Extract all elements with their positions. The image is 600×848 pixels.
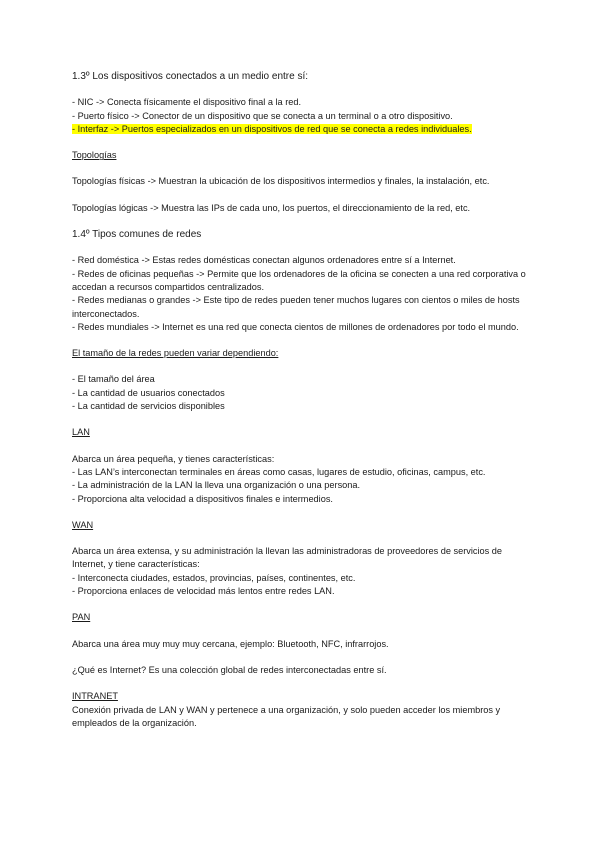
list-item-wan-interconecta: - Interconecta ciudades, estados, provincias, países, continentes, etc. — [72, 572, 356, 583]
section-heading-tipos-redes: 1.4º Tipos comunes de redes — [72, 229, 202, 241]
heading-pan: PAN — [72, 612, 91, 623]
list-item-nic: - NIC -> Conecta físicamente el dispositivo final a la red. — [72, 97, 302, 108]
list-item-wan-enlaces: - Proporciona enlaces de velocidad más lentos entre redes LAN. — [72, 586, 335, 597]
heading-lan: LAN — [72, 427, 90, 438]
paragraph-lan-intro: Abarca un área pequeña, y tienes características: — [72, 453, 275, 464]
list-item-redes-oficinas: - Redes de oficinas pequeñas -> Permite que los ordenadores de la oficina se conecten a una red corporativa o accedan a recursos compartidos centralizados. — [72, 268, 526, 292]
heading-wan: WAN — [72, 519, 94, 530]
paragraph-wan-intro: Abarca un área extensa, y su administración la llevan las administradoras de proveedores de servicios de Internet, y tiene características: — [72, 546, 503, 570]
list-item-redes-medianas: - Redes medianas o grandes -> Este tipo de redes pueden tener muchos lugares con cientos o miles de hosts interconectados. — [72, 295, 520, 319]
list-item-redes-mundiales: - Redes mundiales -> Internet es una red que conecta cientos de millones de ordenadores por todo el mundo. — [72, 321, 519, 332]
heading-intranet: INTRANET — [72, 691, 118, 702]
section-heading-devices: 1.3º Los dispositivos conectados a un medio entre sí: — [72, 71, 309, 82]
paragraph-topologias-fisicas: Topologías físicas -> Muestran la ubicación de los dispositivos intermedios y finales, la instalación, etc. — [72, 176, 490, 187]
paragraph-intranet: Conexión privada de LAN y WAN y pertenece a una organización, y solo pueden acceder los miembros y empleados de la organización. — [72, 704, 501, 728]
list-item-lan-terminales: - Las LAN’s interconectan terminales en áreas como casas, lugares de estudio, oficinas, campus, etc. — [72, 466, 486, 477]
document-content — [72, 70, 532, 730]
paragraph-topologias-logicas: Topologías lógicas -> Muestra las IPs de cada uno, los puertos, el direccionamiento de la red, etc. — [72, 202, 471, 213]
heading-tamano-redes: El tamaño de la redes pueden variar dependiendo: — [72, 348, 279, 359]
list-item-cantidad-usuarios: - La cantidad de usuarios conectados — [72, 387, 225, 398]
paragraph-pan-intro: Abarca una área muy muy muy cercana, ejemplo: Bluetooth, NFC, infrarrojos. — [72, 638, 389, 649]
list-item-puerto-fisico: - Puerto físico -> Conector de un dispositivo que se conecta a un terminal o a otro dispositivo. — [72, 110, 453, 121]
list-item-tamano-area: - El tamaño del área — [72, 374, 155, 385]
list-item-interfaz-highlighted: - Interfaz -> Puertos especializados en un dispositivos de red que se conecta a redes individuales. — [72, 123, 472, 134]
list-item-lan-administracion: - La administración de la LAN la lleva una organización o una persona. — [72, 480, 361, 491]
list-item-cantidad-servicios: - La cantidad de servicios disponibles — [72, 401, 225, 412]
list-item-red-domestica: - Red doméstica -> Estas redes domésticas conectan algunos ordenadores entre sí a Internet. — [72, 255, 456, 266]
heading-topologias: Topologías — [72, 150, 117, 161]
list-item-lan-velocidad: - Proporciona alta velocidad a dispositivos finales e intermedios. — [72, 493, 333, 504]
paragraph-internet-question: ¿Qué es Internet? Es una colección global de redes interconectadas entre sí. — [72, 664, 387, 675]
